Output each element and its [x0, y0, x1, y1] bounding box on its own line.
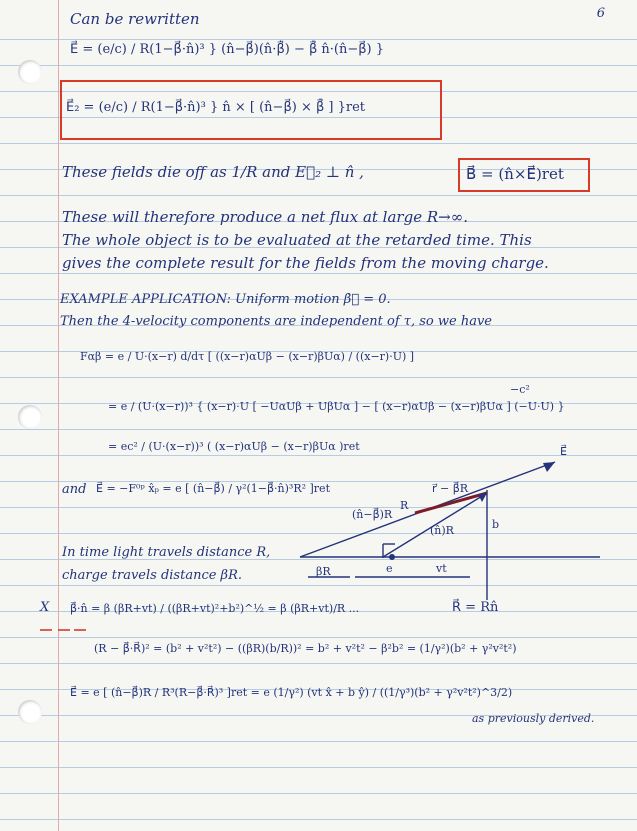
text-line: Then the 4-velocity components are independent of τ, so we have	[60, 314, 492, 329]
equation-E2: E⃗₂ = (e/c) / R(1−β⃗·n̂)³ } n̂ × [ (n̂−β⃗) × β̇⃗ ] }ret	[66, 100, 365, 115]
charge-point	[389, 554, 395, 560]
diagram-label-e: e	[386, 562, 393, 575]
equation-R-vector: R⃗ = Rn̂	[452, 600, 499, 615]
arrowhead	[543, 462, 555, 472]
text-line: Can be rewritten	[70, 10, 200, 28]
R-segment	[415, 493, 487, 513]
diagram-label-b: b	[492, 518, 500, 531]
text-line: and	[62, 482, 87, 497]
diagram-label-r: r⃗ − β⃗R	[432, 482, 469, 495]
text-line: In time light travels distance R,	[62, 545, 271, 560]
equation-E-field: E⃗ = −F⁰ᵖ x̂ₚ = e [ (n̂−β⃗) / γ²(1−β⃗·n̂)³R² ]ret	[96, 482, 330, 495]
equation-E: E⃗ = (e/c) / R(1−β⃗·n̂)³ } (n̂−β⃗)(n̂·β̇⃗) − β̇⃗ n̂·(n̂−β⃗) }	[70, 42, 385, 57]
diagram-label-betaR: βR	[316, 565, 331, 578]
text-line: The whole object is to be evaluated at the retarded time. This	[62, 231, 532, 249]
diagram-label-nR: (n̂)R	[430, 524, 454, 537]
text-line: These fields die off as 1/R and E⃗₂ ⊥ n̂ ,	[62, 163, 364, 181]
equation-R-expansion: (R − β⃗·R⃗)² = (b² + v²t²) − ((βR)(b/R))² = b² + v²t² − β²b² = (1/γ²)(b² + γ²v²t²)	[94, 642, 517, 655]
text-line: gives the complete result for the fields from the moving charge.	[62, 254, 549, 272]
equation-F-result: = ec² / (U·(x−r))³ ( (x−r)αUβ − (x−r)βUα )ret	[108, 440, 360, 453]
diagram-label-E: E⃗	[560, 445, 567, 458]
text-line: These will therefore produce a net flux at large R→∞.	[62, 208, 468, 226]
equation-B: B⃗ = (n̂×E⃗)ret	[466, 165, 564, 183]
equation-F-expanded: = e / (U·(x−r))³ { (x−r)·U [ −UαUβ + UβUα ] − [ (x−r)αUβ − (x−r)βUα ] (−U·U) }	[108, 400, 565, 413]
equation-F: Fαβ = e / U·(x−r) d/dτ [ ((x−r)αUβ − (x−r)βUα) / ((x−r)·U) ]	[80, 350, 415, 363]
annotation: −c²	[510, 383, 530, 396]
section-heading: EXAMPLE APPLICATION: Uniform motion β̇⃗ = 0.	[60, 292, 391, 307]
margin-mark: X	[40, 600, 50, 615]
page-number: 6	[596, 6, 605, 21]
equation-E-final: E⃗ = e [ (n̂−β⃗)R / R³(R−β⃗·R⃗)³ ]ret = e (1/γ²) (vt x̂ + b ŷ) / ((1/γ³)(b² + γ²v²t²)^3/2)	[70, 686, 513, 699]
equation-beta-dot-n: β⃗·n̂ = β (βR+vt) / ((βR+vt)²+b²)^½ = β (βR+vt)/R ...	[70, 602, 360, 615]
diagram-label-vt: vt	[436, 562, 447, 575]
text-line: charge travels distance βR.	[62, 568, 242, 583]
diagram-label-R: R	[400, 499, 409, 512]
text-line: as previously derived.	[472, 712, 595, 725]
diagram-label-n-beta-R: (n̂−β⃗)R	[352, 508, 393, 521]
